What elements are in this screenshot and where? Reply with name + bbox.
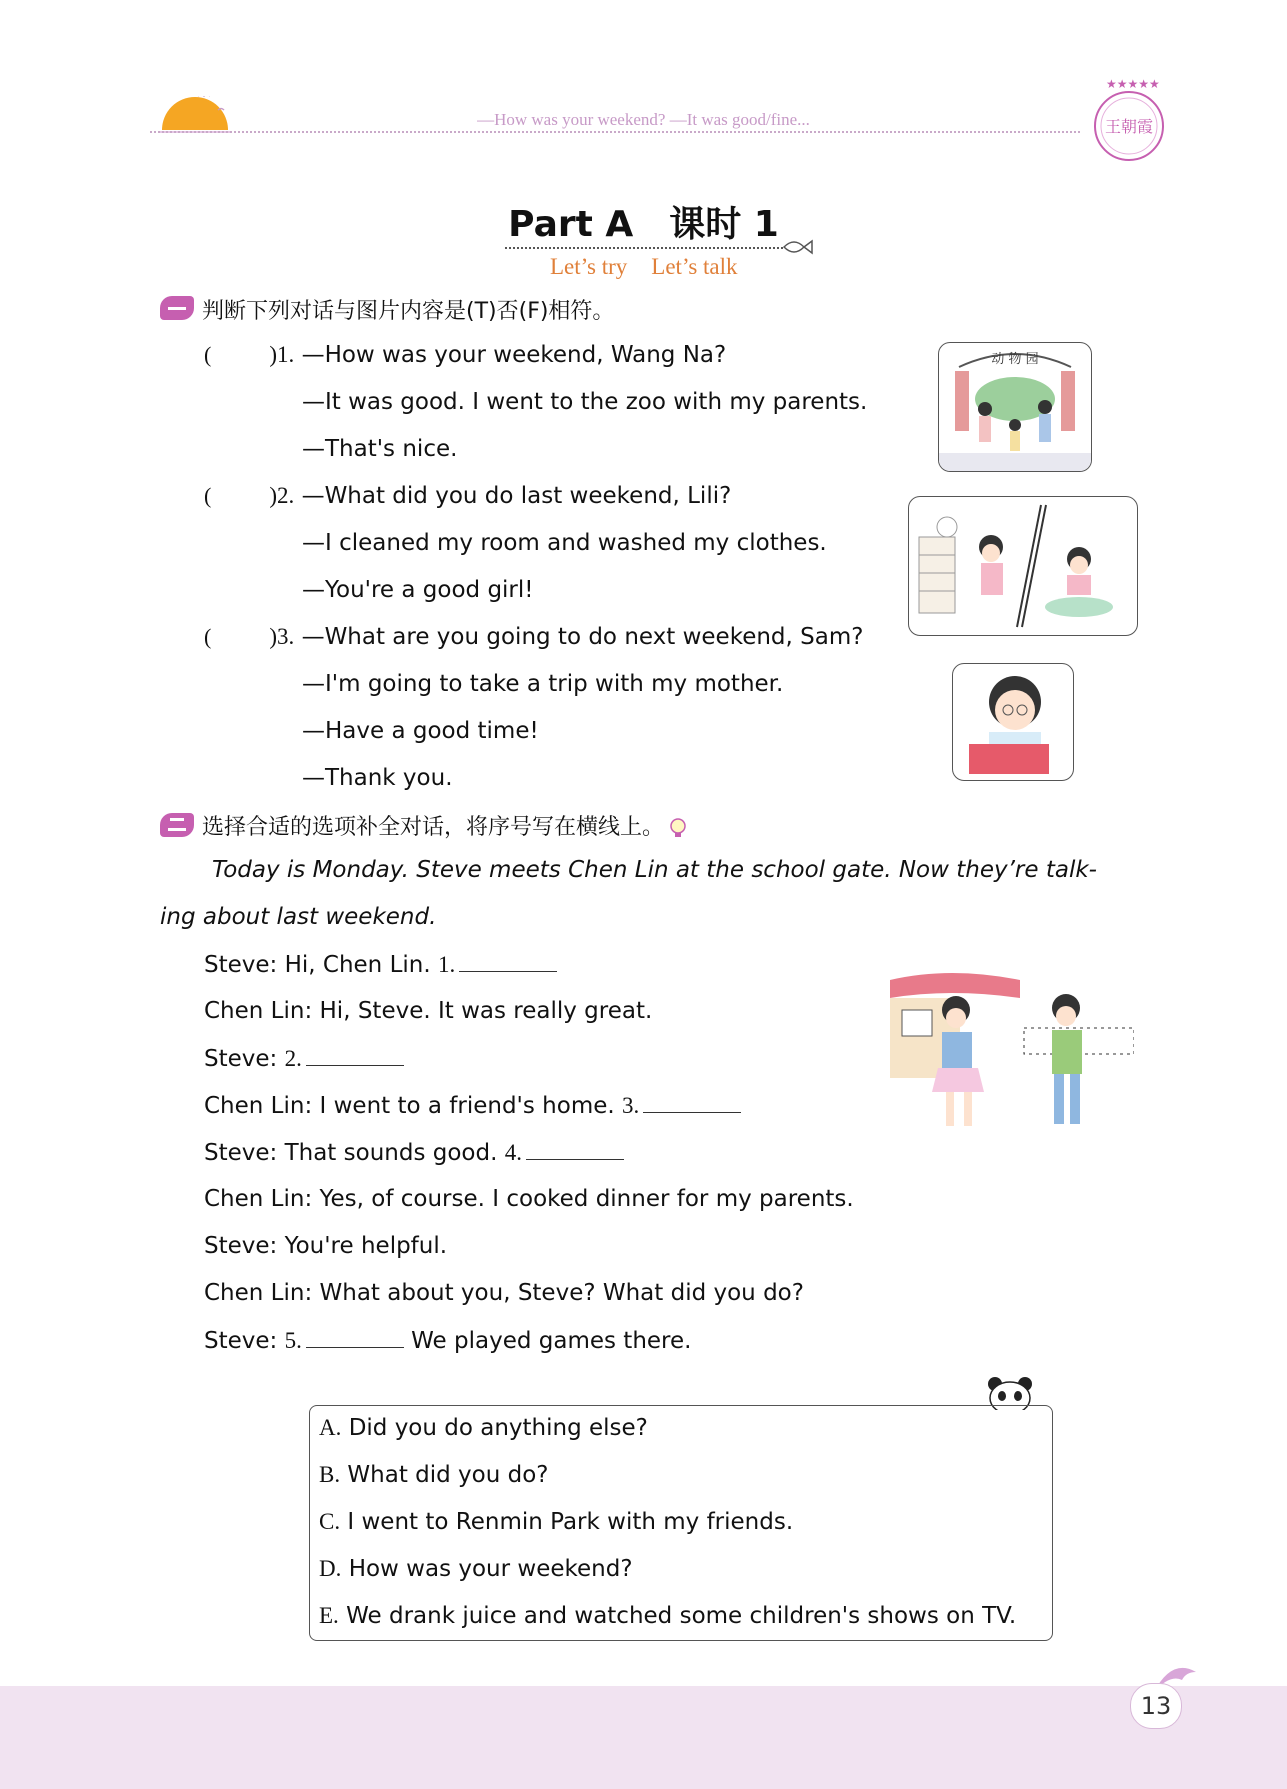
- dialogue-line: —Have a good time!: [302, 718, 539, 744]
- dialogue-line: —I'm going to take a trip with my mother.: [302, 671, 784, 697]
- question-3: [204, 624, 863, 650]
- option-letter: A.: [319, 1415, 342, 1440]
- svg-text:★★★★★: ★★★★★: [1106, 77, 1160, 91]
- dialogue-text: Chen Lin: Hi, Steve. It was really great.: [204, 998, 653, 1024]
- dialogue-line: —Thank you.: [302, 765, 453, 791]
- dialogue-row: [204, 1327, 691, 1354]
- header-divider: [150, 131, 1080, 133]
- boy-reading-picture: [952, 663, 1074, 781]
- lightbulb-icon: [668, 817, 688, 839]
- question-number: )3.: [269, 624, 295, 649]
- dialogue-text: Steve: You're helpful.: [204, 1233, 448, 1259]
- dialogue-row: [204, 951, 557, 978]
- question-1: [204, 342, 726, 368]
- dialogue-row: [204, 1139, 624, 1166]
- intro-text-line-2: ing about last weekend.: [160, 904, 437, 930]
- dialogue-text: Steve: Hi, Chen Lin.: [204, 952, 431, 978]
- dialogue-text: Steve:: [204, 1328, 278, 1354]
- dialogue-text: Chen Lin: What about you, Steve? What did you do?: [204, 1280, 804, 1306]
- dialogue-text: Chen Lin: Yes, of course. I cooked dinner for my parents.: [204, 1186, 854, 1212]
- dialogue-row: [204, 1092, 741, 1119]
- footer-band: [0, 1686, 1287, 1789]
- answer-paren[interactable]: (: [204, 483, 212, 508]
- dialogue-row: [204, 1186, 854, 1212]
- question-number: )2.: [269, 483, 295, 508]
- blank-number: 4.: [504, 1140, 522, 1165]
- answer-paren[interactable]: (: [204, 342, 212, 367]
- school-gate-picture: [884, 970, 1134, 1140]
- option-text: What did you do?: [347, 1462, 549, 1488]
- blank-number: 2.: [284, 1046, 302, 1071]
- zoo-sign-text: 动 物 园: [991, 352, 1039, 367]
- dialogue-row: [204, 998, 652, 1024]
- dialogue-line: —It was good. I went to the zoo with my parents.: [302, 389, 868, 415]
- dialogue-line: —How was your weekend, Wang Na?: [301, 342, 727, 368]
- dialogue-line: —That's nice.: [302, 436, 458, 462]
- option-text: Did you do anything else?: [348, 1415, 648, 1441]
- answer-blank[interactable]: [306, 1045, 404, 1066]
- title-underline: [505, 247, 783, 249]
- option-letter: E.: [319, 1603, 339, 1628]
- intro-text-line-1: Today is Monday. Steve meets Chen Lin at the school gate. Now they’re talk-: [212, 857, 1097, 883]
- option-letter: B.: [319, 1462, 341, 1487]
- option-letter: D.: [319, 1556, 342, 1581]
- option-letter: C.: [319, 1509, 341, 1534]
- option-text: We drank juice and watched some children's shows on TV.: [346, 1603, 1017, 1629]
- answer-blank[interactable]: [459, 951, 557, 972]
- dialogue-line: —You're a good girl!: [302, 577, 534, 603]
- option-text: I went to Renmin Park with my friends.: [347, 1509, 794, 1535]
- publisher-seal-logo: [1086, 76, 1172, 166]
- dialogue-text: We played games there.: [411, 1328, 692, 1354]
- dialogue-text: Chen Lin: I went to a friend's home.: [204, 1093, 615, 1119]
- dialogue-text: Steve: That sounds good.: [204, 1140, 498, 1166]
- option-a: [319, 1415, 648, 1441]
- option-c: [319, 1509, 793, 1535]
- fish-icon: [780, 236, 814, 258]
- option-d: [319, 1556, 633, 1582]
- lesson-subtitle: [550, 254, 762, 280]
- blank-number: 1.: [437, 952, 456, 977]
- zoo-picture: [938, 342, 1092, 472]
- answer-blank[interactable]: [526, 1139, 624, 1160]
- dialogue-line: —What did you do last weekend, Lili?: [301, 483, 732, 509]
- option-text: How was your weekend?: [348, 1556, 633, 1582]
- dialogue-row: [204, 1233, 447, 1259]
- dialogue-line: —What are you going to do next weekend, Sam?: [301, 624, 864, 650]
- answer-paren[interactable]: (: [204, 624, 212, 649]
- dialogue-text: Steve:: [204, 1046, 278, 1072]
- svg-text:王朝霞: 王朝霞: [1104, 117, 1154, 136]
- answer-blank[interactable]: [643, 1092, 741, 1113]
- question-number: )1.: [269, 342, 295, 367]
- subtitle-lets-talk: Let’s talk: [651, 254, 738, 279]
- option-b: [319, 1462, 549, 1488]
- dialogue-row: [204, 1045, 404, 1072]
- dialogue-row: [204, 1280, 804, 1306]
- subtitle-lets-try: Let’s try: [550, 254, 628, 279]
- section-one-badge: [160, 296, 194, 320]
- question-2: [204, 483, 731, 509]
- running-title: —How was your weekend? —It was good/fine...: [477, 110, 810, 129]
- blank-number: 5.: [284, 1328, 302, 1353]
- dialogue-line: —I cleaned my room and washed my clothes.: [302, 530, 827, 556]
- section-two-badge: [160, 813, 194, 837]
- option-e: [319, 1603, 1016, 1629]
- section-one-instruction: 判断下列对话与图片内容是(T)否(F)相符。: [202, 299, 615, 324]
- cleaning-picture: [908, 496, 1138, 636]
- blank-number: 3.: [622, 1093, 640, 1118]
- page-title: Part A 课时 1: [508, 204, 779, 245]
- answer-blank[interactable]: [306, 1327, 404, 1348]
- page-number: 13: [1130, 1683, 1182, 1729]
- section-two-instruction: [202, 810, 688, 841]
- section-two-instruction-text: 选择合适的选项补全对话，将序号写在横线上。: [202, 815, 665, 840]
